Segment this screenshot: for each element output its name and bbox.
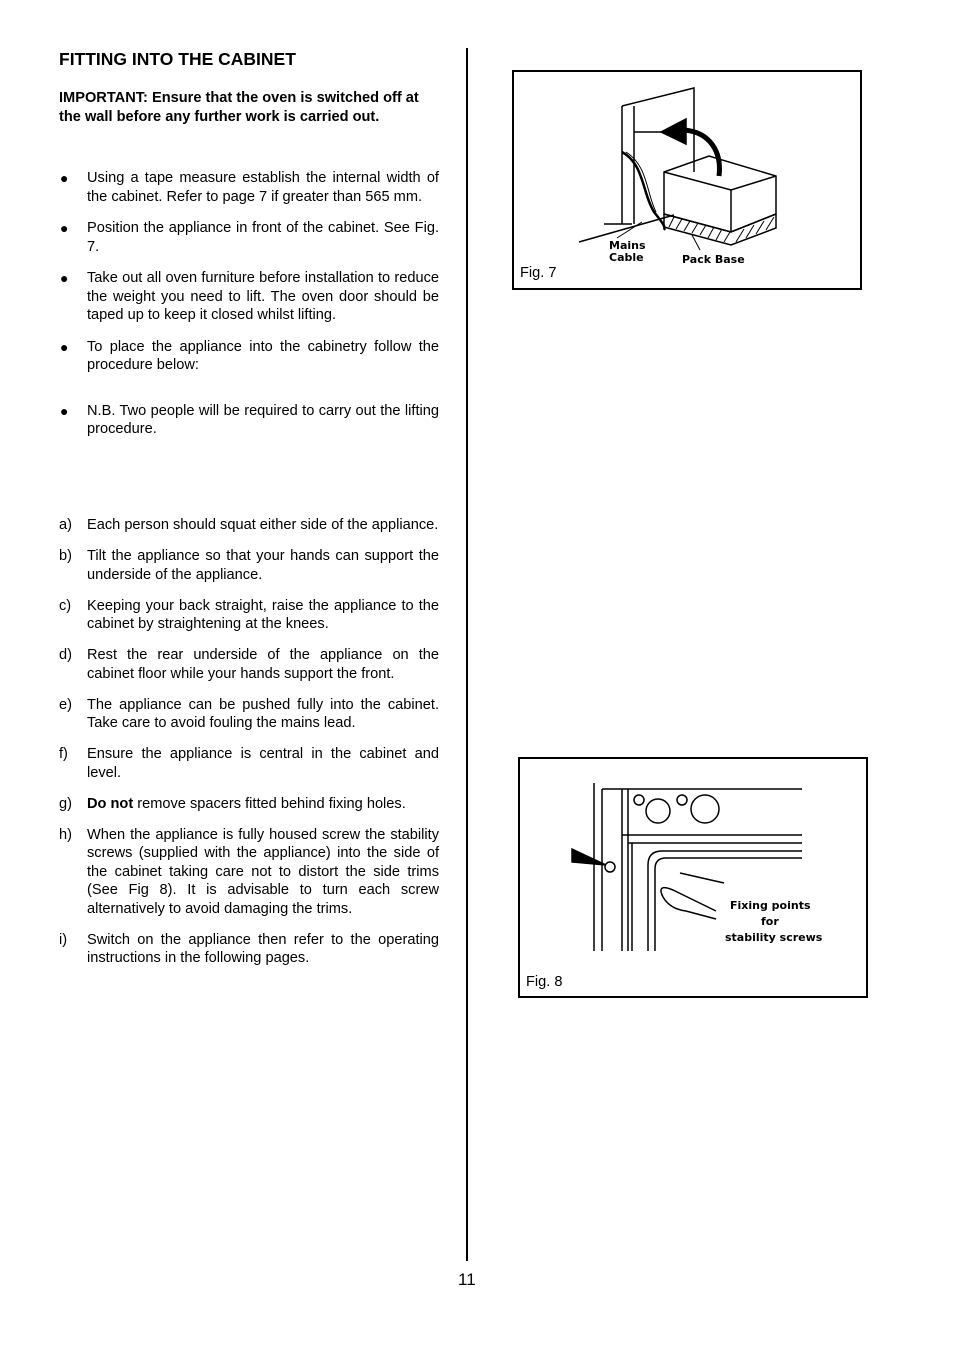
bullet-item: ● Using a tape measure establish the internal width of the cabinet. Refer to page 7 if greater than 565 mm. [60, 170, 439, 205]
do-not-emphasis: Do not [87, 795, 134, 812]
section-title: FITTING INTO THE CABINET [59, 49, 296, 69]
bullet-dot: ● [60, 220, 69, 236]
bullet-item: ● Take out all oven furniture before installation to reduce the weight you need to lift. The oven door should be taped up to keep it closed whilst lifting. [60, 270, 439, 323]
instructions-column [59, 48, 439, 966]
step-item: c) Keeping your back straight, raise the appliance to the cabinet by straightening at the knees. [59, 597, 439, 632]
bullet-item: ● To place the appliance into the cabinetry follow the procedure below: [60, 338, 439, 373]
bullet-dot: ● [60, 170, 69, 186]
column-divider [466, 48, 468, 1261]
figure-7-illustration [514, 72, 860, 288]
figure-8 [518, 757, 868, 998]
page-number: 11 [458, 1270, 476, 1289]
fixing-label-line2: for [761, 915, 779, 928]
pack-base-label: Pack Base [682, 253, 745, 266]
procedure-steps [59, 516, 439, 980]
mains-label-line1: Mains [609, 239, 646, 252]
step-item: a) Each person should squat either side of the appliance. [59, 517, 439, 533]
important-notice: IMPORTANT: Ensure that the oven is switched off at the wall before any further work is carried out. [59, 90, 419, 125]
fixing-label-line3: stability screws [725, 931, 823, 944]
bullet-dot: ● [60, 402, 69, 419]
step-item: i) Switch on the appliance then refer to the operating instructions in the following pages. [59, 931, 439, 966]
bullet-dot: ● [60, 338, 69, 355]
bullet-list [59, 169, 439, 452]
step-item: d) Rest the rear underside of the appliance on the cabinet floor while your hands support the front. [59, 647, 439, 682]
figure-7-caption: Fig. 7 [520, 265, 557, 281]
step-item: e) The appliance can be pushed fully into the cabinet. Take care to avoid fouling the mains lead. [59, 696, 439, 731]
step-item: h) When the appliance is fully housed screw the stability screws (supplied with the appliance) into the side of the cabinet taking care not to distort the side trims (See Fig 8). It is advisable to turn each screw alternatively to avoid damaging the trims. [59, 826, 439, 917]
bullet-item: ● Position the appliance in front of the cabinet. See Fig. 7. [60, 220, 439, 255]
step-item: b) Tilt the appliance so that your hands can support the underside of the appliance. [59, 548, 439, 583]
figure-8-caption: Fig. 8 [526, 974, 563, 990]
step-item: f) Ensure the appliance is central in the cabinet and level. [59, 746, 439, 781]
figure-8-illustration [520, 759, 866, 996]
fixing-label-line1: Fixing points [730, 899, 811, 912]
mains-label-line2: Cable [609, 251, 644, 264]
bullet-dot: ● [60, 270, 69, 286]
figure-7 [512, 70, 862, 290]
step-item: g) Do not remove spacers fitted behind fixing holes. [59, 795, 406, 812]
bullet-item: ● N.B. Two people will be required to carry out the lifting procedure. [60, 402, 439, 437]
